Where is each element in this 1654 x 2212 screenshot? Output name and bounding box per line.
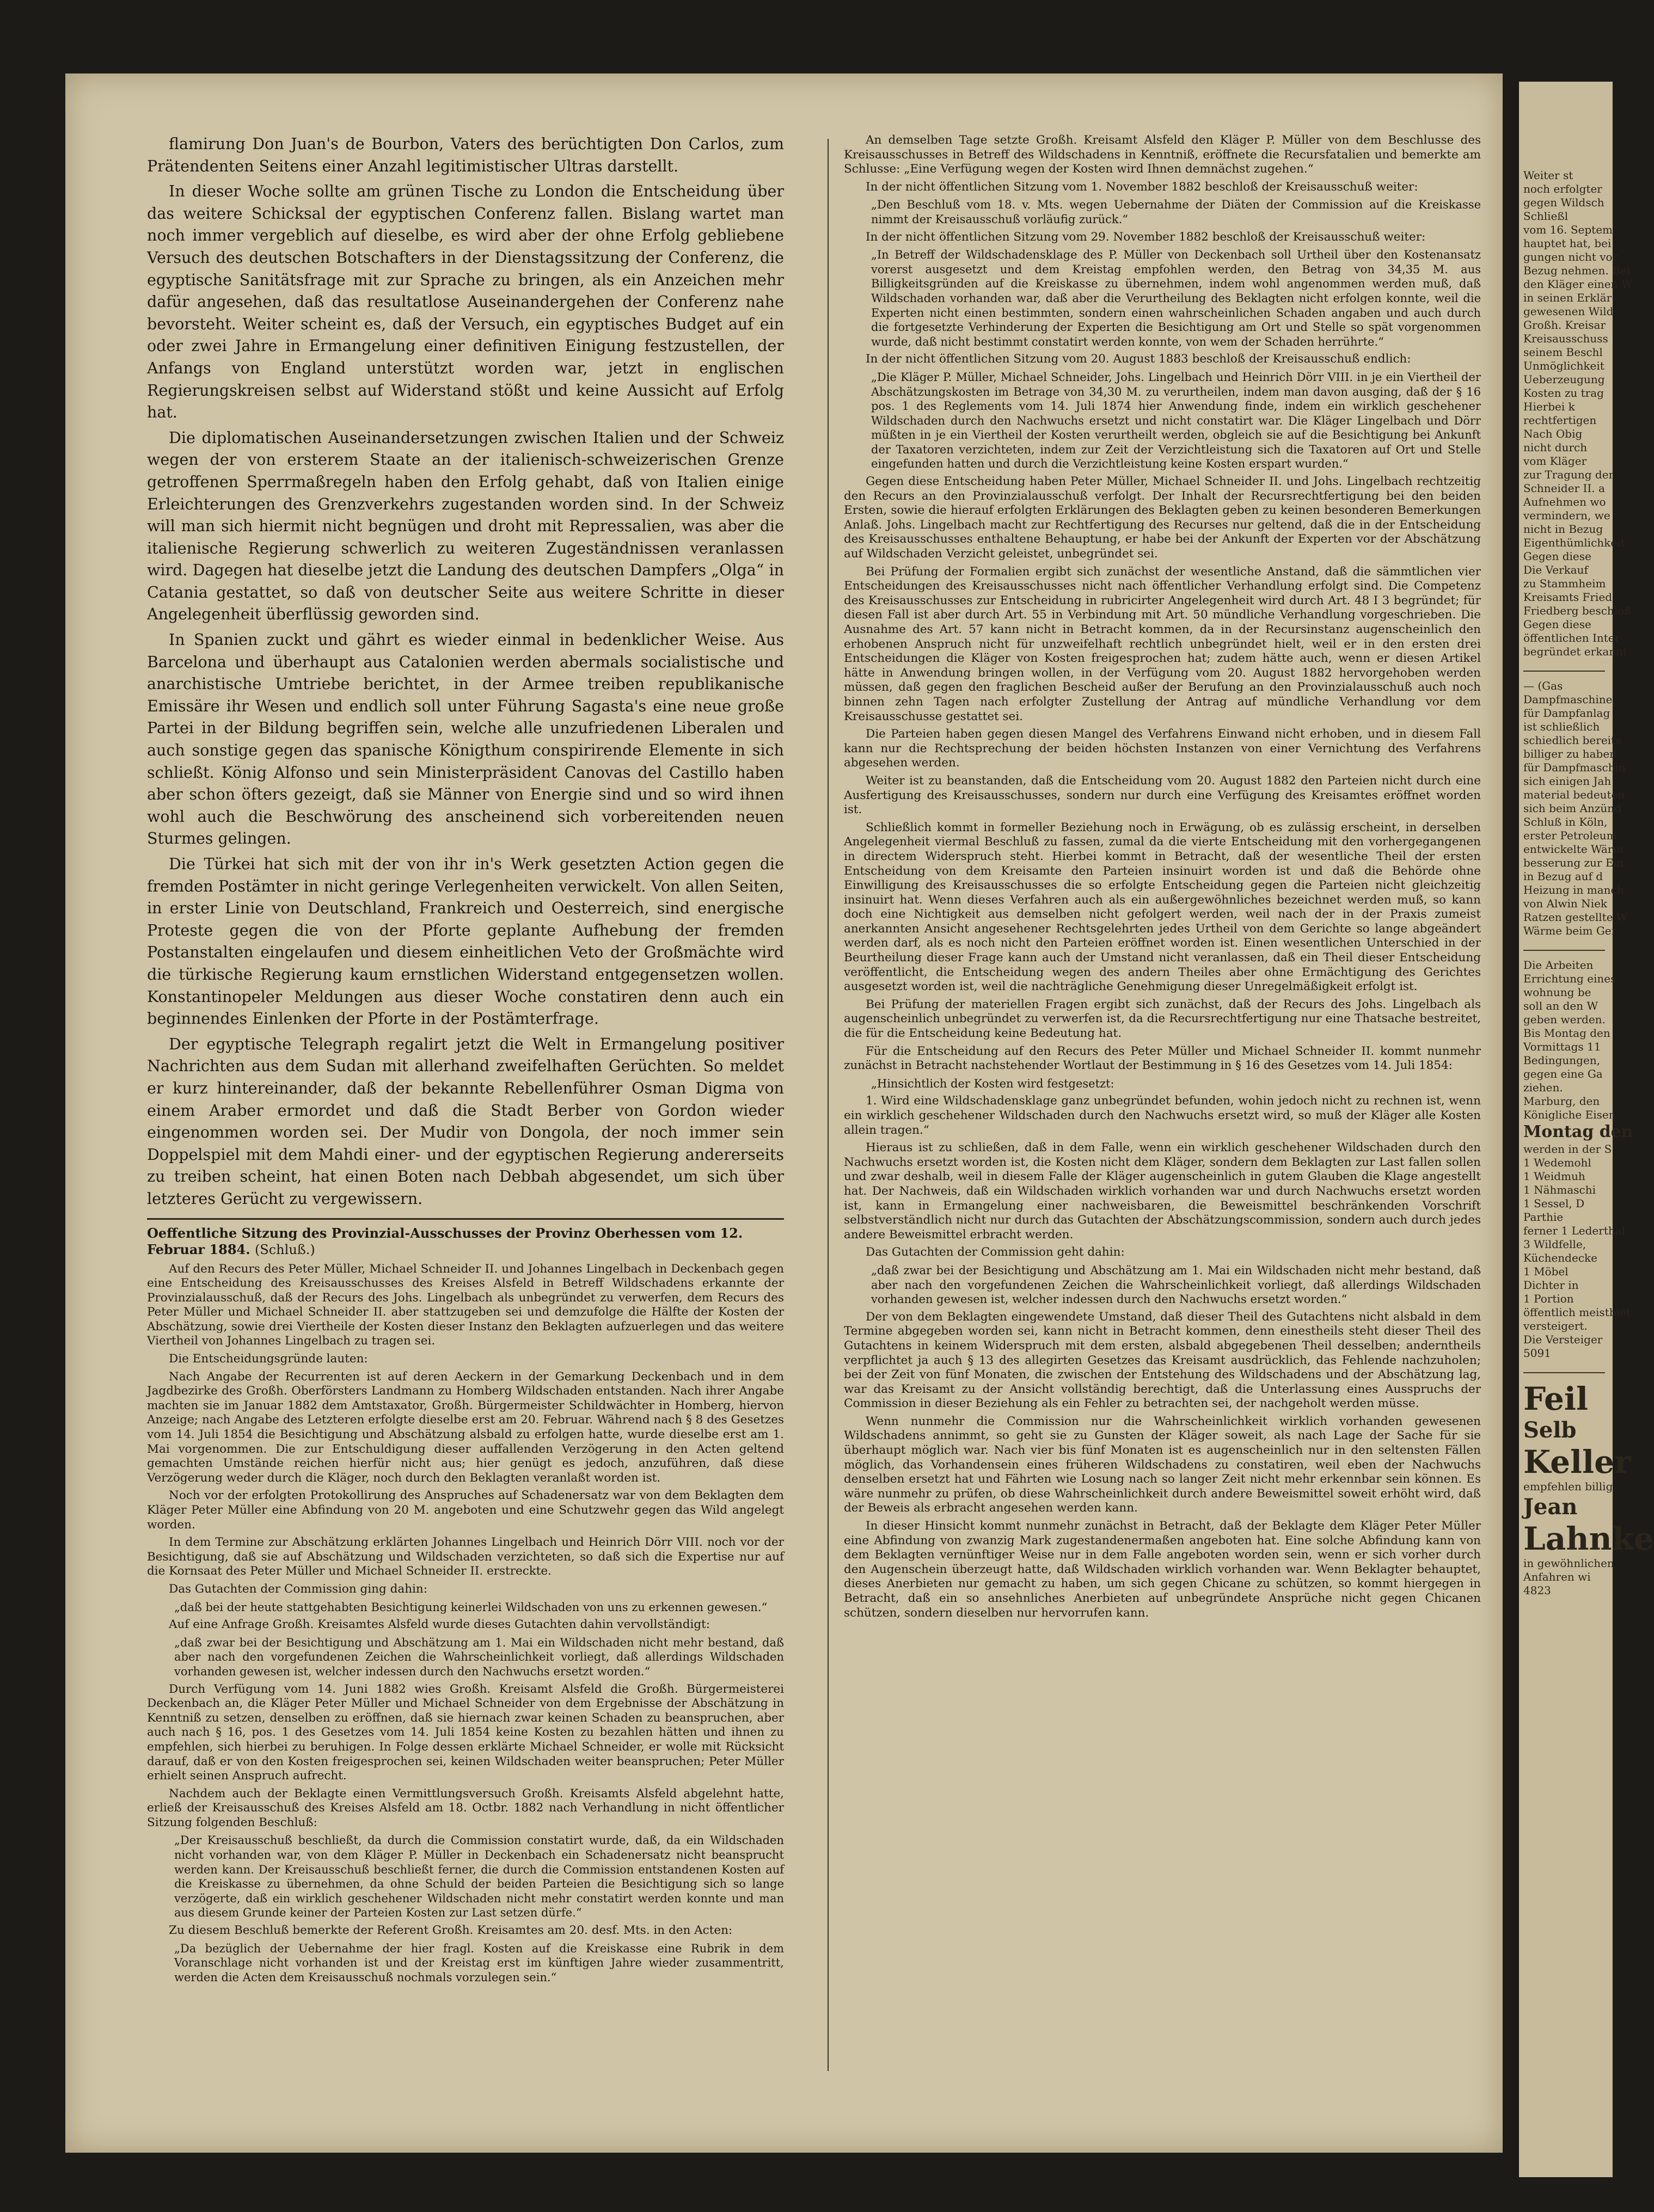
text-line: hauptet hat, bei [1523, 237, 1612, 250]
paragraph: Bei Prüfung der materiellen Fragen ergibt sich zunächst, daß der Recurs des Johs. Lingelbach als augenscheinlich unbegründet zu verwerfen ist, da die Recursrechtfertigung nur eine Thatsache bestreitet, die für die Entscheidung keine Bedeutung hat. [844, 997, 1481, 1041]
paragraph: Schließlich kommt in formeller Beziehung noch in Erwägung, ob es zulässig erscheint, in derselben Angelegenheit viermal Beschluß zu fassen, zumal da die vierte Entscheidung mit den vorhergegangenen in directem Widerspruch steht. Hierbei kommt in Betracht, daß der wesentliche Theil der ersten Entscheidung von dem Kreisamte den Parteien insinuirt worden ist und daß die Behörde ohne Einwilligung des Kreisausschusses die so erfolgte Entscheidung gegen die Parteien nicht gleichzeitig insinuirt hat. Wenn dieses Verfahren auch als ein außergewöhnliches bezeichnet werden muß, so kann doch eine Nichtigkeit aus demselben nicht gefolgert werden, weil nach der in der Praxis zumeist anerkannten Ansicht angesehener Rechtsgelehrten jedes Urtheil von dem Gerichte so lange abgeändert werden darf, als es noch nicht den Parteien eröffnet worden ist. Einen wesentlichen Unterschied in der Beurtheilung dieser Frage kann auch der Umstand nicht veranlassen, daß ein Theil dieser Entscheidung veröffentlicht, die Entscheidung wegen des andern Theiles aber ohne Ermächtigung des Gerichtes ausgesetzt worden ist, weil die nachträgliche Genehmigung dieser Unregelmäßigkeit erfolgt ist. [844, 820, 1481, 994]
text-line: Ratzen gestellte W [1523, 911, 1628, 924]
text-line: vom 16. Septem [1523, 223, 1613, 236]
minutes-continued [844, 133, 1481, 1620]
text-line: noch erfolgter [1523, 182, 1602, 195]
paragraph: Auf den Recurs des Peter Müller, Michael Schneider II. und Johannes Lingelbach in Deckenbach gegen eine Entscheidung des Kreisausschusses des Kreises Alsfeld in Betreff Wildschadens erkannte der Provinzialausschuß, daß der Recurs des Johs. Lingelbach als unbegründet zu verwerfen, dem Recurs des Peter Müller und Michael Schneider II. aber stattzugeben sei und demzufolge die Hälfte der Kosten der Abschätzung, sowie drei Viertheile der Kosten dieser Instanz den Beklagten aufzuerlegen und das weitere Viertheil von Johannes Lingelbach zu tragen sei. [147, 1262, 784, 1348]
neighbor-bottom-lines [1523, 1557, 1614, 1584]
paragraph: Für die Entscheidung auf den Recurs des Peter Müller und Michael Schneider II. kommt nunmehr zunächst in Betracht nachstehender Wortlaut der Bestimmung in § 16 des Gesetzes vom 14. Juli 1854: [844, 1044, 1481, 1073]
text-line: 1 Portion [1523, 1292, 1574, 1305]
text-line: zur Tragung der [1523, 468, 1614, 481]
paragraph: Die Entscheidungsgründe lauten: [169, 1352, 368, 1366]
ad-name: Jean [1523, 1494, 1578, 1520]
text-line: begründet erkannt [1523, 645, 1628, 658]
neighbor-page-edge [1519, 82, 1654, 2177]
text-line: 1 Möbel [1523, 1265, 1569, 1278]
text-line: Nach Obig [1523, 427, 1583, 440]
text-line: 1 Weidmuh [1523, 1170, 1585, 1183]
text-line: schiedlich bereits [1523, 734, 1621, 747]
paragraph: „Den Beschluß vom 18. v. Mts. wegen Uebernahme der Diäten der Commission auf die Kreiskasse nimmt der Kreisausschuß vorläufig zurück.“ [871, 198, 1481, 226]
text-line: — (Gas [1523, 679, 1563, 692]
text-line: 3 Wildfelle, [1523, 1238, 1586, 1251]
paragraph: In der nicht öffentlichen Sitzung vom 1. November 1882 beschloß der Kreisausschuß weiter: [866, 180, 1418, 194]
paragraph: Das Gutachten der Commission geht dahin: [866, 1245, 1125, 1259]
text-line: Hierbei k [1523, 400, 1575, 413]
paragraph: Die Türkei hat sich mit der von ihr in's Werk gesetzten Action gegen die fremden Postämter in nicht geringe Verlegenheiten verwickelt. Von allen Seiten, in erster Linie von Deutschland, Frankreich und Oesterreich, sind energische Proteste gegen die von der Pforte geplante Aufhebung der fremden Postanstalten eingelaufen und diesem einheitlichen Veto der Großmächte wird die türkische Regierung kaum ernstlichen Widerstand entgegensetzen wollen. Konstantinopeler Meldungen aus dieser Woche constatiren denn auch ein beginnendes Einlenken der Pforte in der Postämterfrage. [147, 855, 784, 1028]
text-line: Wärme beim Ger [1523, 924, 1617, 937]
paragraph: Gegen diese Entscheidung haben Peter Müller, Michael Schneider II. und Johs. Lingelbach rechtzeitig den Recurs an den Provinzialausschuß verfolgt. Der Inhalt der Recursrechtfertigung bei den beiden Ersten, sowie die hierauf erfolgten Erklärungen des Beklagten geben zu keinen besonderen Bemerkungen Anlaß. Johs. Lingelbach macht zur Rechtfertigung des Recurses nur geltend, daß die in der Entscheidung des Kreisausschusses enthaltene Behauptung, er habe bei der Ankunft der Experten vor der Abschätzung auf Wildschaden Verzicht geleistet, unbegründet sei. [844, 475, 1481, 561]
text-line: Heizung in manch [1523, 883, 1624, 896]
text-line: erster Petroleum [1523, 829, 1617, 842]
text-line: Gegen diese [1523, 618, 1591, 631]
text-line: Die Versteiger [1523, 1333, 1603, 1346]
paragraph: In dieser Hinsicht kommt nunmehr zunächst in Betracht, daß der Beklagte dem Kläger Peter Müller eine Abfindung von zwanzig Mark zugestandenermaßen angeboten hat. Eine solche Abfindung kann von dem Beklagten vernünftiger Weise nur in dem Falle angeboten worden sein, wenn er sich vorher durch den Augenschein überzeugt hatte, daß Wildschaden wirklich vorhanden war. Wenn Beklagter behauptet, dieses Anerbieten nur gemacht zu haben, um sich gegen Chicane zu schützen, so kommt hiergegen in Betracht, daß ein so ansehnliches Anerbieten auf unbegründete Ansprüche nicht gegen Chicanen schützen, sondern dieselben nur hervorrufen kann. [844, 1519, 1481, 1620]
divider-rule [1523, 950, 1605, 951]
paragraph: „Da bezüglich der Uebernahme der hier fragl. Kosten auf die Kreiskasse eine Rubrik in dem Voranschlage nicht vorhanden ist und der Kreistag erst im künftigen Jahre wieder zusammentritt, werden die Acten dem Kreisausschuß nochmals vorzulegen sein.“ [174, 1941, 784, 1984]
text-line: Die Verkauf [1523, 563, 1588, 576]
text-line: gegen eine Ga [1523, 1067, 1603, 1080]
paragraph: In Spanien zuckt und gährt es wieder einmal in bedenklicher Weise. Aus Barcelona und überhaupt aus Catalonien werden abermals socialistische und anarchistische Umtriebe berichtet, in der Armee treiben republikanische Emissäre ihr Wesen und endlich soll unter Führung Sagasta's eine neue große Partei in der Bildung begriffen sein, welche alle unzufriedenen Liberalen und auch sonstige gegen das spanische Königthum conspirirende Elemente in sich schließt. König Alfonso und sein Ministerpräsident Canovas del Castillo haben aber schon öfters gezeigt, daß sie Männer von Energie sind und so wird ihnen wohl auch die Beschwörung des anscheinend sich vorbereitenden neuen Sturmes gelingen. [147, 631, 784, 848]
paragraph: In dieser Woche sollte am grünen Tische zu London die Entscheidung über das weitere Schicksal der egyptischen Conferenz fallen. Bislang wartet man noch immer vergeblich auf dieselbe, es wird aber der ohne Erfolg gebliebene Versuch des deutschen Botschafters in der Dienstagssitzung der Conferenz, die egyptische Sanitätsfrage mit zur Sprache zu bringen, als ein Anzeichen mehr dafür angesehen, daß das resultatlose Auseinandergehen der Conferenz nahe bevorsteht. Weiter scheint es, daß der Versuch, ein egyptisches Budget auf ein oder zwei Jahre in Ermangelung einer definitiven Einigung festzustellen, der Anfangs von England unterstützt worden war, jetzt in englischen Regierungskreisen selbst auf Widerstand stößt und keine Aussicht auf Erfolg hat. [147, 182, 784, 422]
text-line: öffentlich meistbiet [1523, 1306, 1631, 1319]
text-line: ferner 1 Lederthal [1523, 1224, 1626, 1237]
neighbor-auction-lines [1523, 1142, 1631, 1347]
paragraph: „Hinsichtlich der Kosten wird festgesetzt: [871, 1077, 1114, 1090]
text-line: Kosten zu trag [1523, 386, 1604, 400]
paragraph: Weiter ist zu beanstanden, daß die Entscheidung vom 20. August 1882 den Parteien nicht durch eine Ausfertigung des Kreisausschusses, sondern nur durch eine Verfügung des Kreisamtes eröffnet worden ist. [844, 773, 1481, 817]
paragraph: Die Parteien haben gegen diesen Mangel des Verfahrens Einwand nicht erhoben, und in diesem Fall kann nur die Rechtsprechung der beiden höchsten Instanzen von einer Vernichtung des Verfahrens abgesehen werden. [844, 727, 1481, 770]
left-column [147, 133, 784, 2071]
text-line: Bedingungen, [1523, 1054, 1601, 1067]
column-divider [828, 139, 829, 2071]
text-line: ist schließlich [1523, 720, 1600, 733]
text-line: Parthie [1523, 1211, 1564, 1224]
text-line: nicht in Bezug [1523, 523, 1603, 536]
text-line: öffentlichen Inter [1523, 631, 1620, 644]
text-line: gungen nicht vor [1523, 250, 1618, 263]
paragraph: „Die Kläger P. Müller, Michael Schneider, Johs. Lingelbach und Heinrich Dörr VIII. in je ein Viertheil der Abschätzungskosten im Betrage von 34,30 M. zu verurtheilen, indem man davon ausging, daß der § 16 pos. 1 des Reglements vom 14. Juli 1874 hier Anwendung finde, indem ein wirklich geschehener Wildschaden durch den Nachwuchs ersetzt und nicht constatirt war. Die Kläger Lingelbach und Dörr müßten in je ein Viertheil der Kosten verurtheilt werden, obgleich sie auf die Besichtigung bei Ankunft der Taxatoren verzichteten, indem zur Zeit der Verzichtleistung sich die Taxatoren auf Ort und Stelle eingefunden hatten und durch die Verzichtleistung keine Kosten erspart wurden.“ [871, 370, 1481, 471]
text-line: Großh. Kreisar [1523, 318, 1606, 331]
paragraph: Durch Verfügung vom 14. Juni 1882 wies Großh. Kreisamt Alsfeld die Großh. Bürgermeisterei Deckenbach an, die Kläger Peter Müller und Michael Schneider von dem Ergebnisse der Abschätzung in Kenntniß zu setzen, denselben zu eröffnen, daß sie hiernach zwar keinen Schaden zu beanspruchen, aber auch nach § 16, pos. 1 des Gesetzes vom 14. Juli 1854 keine Kosten zu bezahlen hätten und ihnen zu empfehlen, sich hierbei zu beruhigen. In Folge dessen erklärte Michael Schneider, er wolle mit Rücksicht darauf, daß er von den Kosten freigesprochen sei, keinen Wildschaden weiter beanspruchen; Peter Müller erhielt seinen Anspruch aufrecht. [147, 1682, 784, 1783]
neighbor-column-lines [1523, 169, 1633, 659]
divider-rule [1523, 1372, 1605, 1373]
paragraph: Nach Angabe der Recurrenten ist auf deren Aeckern in der Gemarkung Deckenbach und in dem Jagdbezirke des Großh. Oberförsters Landmann zu Homberg Wildschaden entstanden. Nach ihrer Angabe machten sie im Januar 1882 dem Amtstaxator, Großh. Bürgermeister Schildwächter in Homberg, hiervon Anzeige; nach Angabe des Letzteren erfolgte dieselbe erst am 20. Februar. Während nach § 8 des Gesetzes vom 14. Juli 1854 die Besichtigung und Abschätzung alsbald zu erfolgen hatte, wurde dieselbe erst am 1. Mai vorgenommen. Die zur Entschuldigung dieser auffallenden Verzögerung in den Acten geltend gemachten Umstände reichen hierfür nicht aus; hier genügt es jedoch, anzuführen, daß diese Verzögerung weder durch die Kläger, noch durch den Beklagten veranlaßt worden ist. [147, 1369, 784, 1485]
text-line: den Kläger einen W [1523, 278, 1633, 291]
paragraph: In dem Termine zur Abschätzung erklärten Johannes Lingelbach und Heinrich Dörr VIII. noch vor der Besichtigung, daß sie auf Abschätzung und Wildschaden verzichteten, so daß sich die Expertise nur auf die Kornsaat des Peter Müller und Michael Schneider II. erstreckte. [147, 1535, 784, 1578]
text-line: 1 Nähmaschi [1523, 1183, 1596, 1196]
text-line: gegen Wildsch [1523, 196, 1604, 209]
paragraph: Die diplomatischen Auseinandersetzungen zwischen Italien und der Schweiz wegen der von ersterem Staate an der italienisch-schweizerischen Grenze getroffenen Sperrmaßregeln haben den Erfolg gehabt, daß von Italien einige Erleichterungen des Grenzverkehrs zugestanden worden sind. In der Schweiz will man sich hiermit nicht begnügen und droht mit Repressalien, was aber die italienische Regierung schwerlich zu weiteren Zugeständnissen veranlassen wird. Dagegen hat dieselbe jetzt die Landung des deutschen Dampfers „Olga“ in Catania gestattet, so daß von deutscher Seite aus weitere Schritte in dieser Angelegenheit überflüssig geworden sind. [147, 428, 784, 624]
text-line: Marburg, den [1523, 1095, 1600, 1108]
text-line: nicht durch [1523, 441, 1588, 454]
text-line: in seinen Erklär [1523, 291, 1612, 304]
text-line: billiger zu haben [1523, 747, 1617, 760]
text-line: Dampfmaschine, [1523, 693, 1616, 706]
text-line: sich beim Anzünd [1523, 802, 1621, 815]
paragraph: Wenn nunmehr die Commission nur die Wahrscheinlichkeit wirklich vorhanden gewesenen Wildschadens annimmt, so geht sie zu Gunsten der Kläger soweit, als nach Lage der Sache für sie überhaupt möglich war. Nach vier bis fünf Monaten ist es augenscheinlich nur in den seltensten Fällen möglich, das Vorhandensein eines früheren Wildschadens zu constatiren, weil eben der Nachwuchs denselben ersetzt hat und Fährten wie Losung nach so langer Zeit nicht mehr erkennbar sein können. Es wäre nunmehr zu prüfen, ob diese Wahrscheinlichkeit durch andere Beweismittel soweit erhöht wird, daß der Beweis als erbracht angesehen werden kann. [844, 1414, 1481, 1515]
section-title [147, 1218, 784, 1258]
auction-title: Montag den [1523, 1122, 1633, 1141]
text-line: entwickelte Wärm [1523, 843, 1624, 856]
text-line: Ueberzeugung [1523, 373, 1605, 386]
section-title-text: Oeffentliche Sitzung des Provinzial-Ausschusses der Provinz Oberhessen vom 12. Februar 1884. [147, 1225, 743, 1257]
paragraph: Auf eine Anfrage Großh. Kreisamtes Alsfeld wurde dieses Gutachten dahin vervollständigt: [169, 1618, 710, 1632]
text-line: für Dampfanlag [1523, 706, 1610, 720]
neighbor-notice-lines [1523, 958, 1616, 1122]
paragraph: Nachdem auch der Beklagte einen Vermittlungsversuch Großh. Kreisamts Alsfeld abgelehnt hatte, erließ der Kreisausschuß des Kreises Alsfeld am 18. Octbr. 1882 nach Verhandlung in nicht öffentlicher Sitzung folgenden Beschluß: [147, 1786, 784, 1829]
text-line: 1 Wedemohl [1523, 1156, 1591, 1169]
text-line: Schneider II. a [1523, 482, 1605, 495]
text-line: Küchendecke [1523, 1251, 1597, 1264]
text-line: Schluß in Köln, [1523, 815, 1608, 828]
ad-number: 4823 [1523, 1584, 1551, 1597]
text-line: Königliche Eisen [1523, 1108, 1616, 1121]
text-line: Dichter in [1523, 1279, 1579, 1292]
politics-section [147, 133, 784, 1211]
text-line: zu Stammheim [1523, 577, 1606, 590]
paragraph: Das Gutachten der Commission ging dahin: [169, 1582, 428, 1596]
text-line: Friedberg beschloß [1523, 604, 1632, 617]
text-line: Aufnehmen wo [1523, 495, 1606, 508]
text-line: Weiter st [1523, 169, 1573, 182]
text-line: Gegen diese [1523, 550, 1591, 563]
paragraph: „In Betreff der Wildschadensklage des P. Müller von Deckenbach soll Urtheil über den Kostenansatz vorerst ausgesetzt und dem Kreistag empfohlen werden, den Betrag von 34,35 M. aus Billigkeitsgründen auf die Kreiskasse zu übernehmen, indem wohl angenommen werden muß, daß Wildschaden vorhanden war, daß aber die Verurtheilung des Beklagten nicht erfolgen konnte, weil die Experten nicht einen bestimmten, sondern einen wahrscheinlichen Schaden angaben und auch durch die fortgesetzte Verhinderung der Experten die Besichtigung am Ort und Stelle so spät vorgenommen wurde, daß nicht bestimmt constatirt werden konnte, von wem der Schaden herrührte.“ [871, 248, 1481, 348]
text-line: Vormittags 11 [1523, 1040, 1601, 1053]
paragraph: In der nicht öffentlichen Sitzung vom 20. August 1883 beschloß der Kreisausschuß endlich: [866, 352, 1411, 366]
paragraph: flamirung Don Juan's de Bourbon, Vaters des berüchtigten Don Carlos, zum Prätendenten Seitens einer Anzahl legitimistischer Ultras darstellt. [147, 135, 784, 175]
text-line: Bezug nehmen. Bei [1523, 264, 1631, 277]
text-line: ziehen. [1523, 1081, 1563, 1094]
ad-headline: Feil [1523, 1380, 1588, 1417]
text-line: geben werden. [1523, 1013, 1606, 1026]
text-line: vom Kläger [1523, 454, 1587, 468]
text-line: für Dampfmaschin [1523, 761, 1626, 774]
text-line: von Alwin Niek [1523, 897, 1608, 910]
text-line: gewesenen Wild [1523, 305, 1614, 318]
right-column [844, 133, 1481, 2071]
text-line: besserung zur Ein [1523, 856, 1624, 869]
ad-line: empfehlen billig [1523, 1480, 1613, 1493]
text-line: soll an den W [1523, 999, 1598, 1012]
paragraph: Hieraus ist zu schließen, daß in dem Falle, wenn ein wirklich geschehener Wildschaden durch den Nachwuchs ersetzt worden ist, die Kosten nicht dem Kläger, sondern dem Beklagten zur Last fallen sollen und zwar deshalb, weil in diesem Falle der Kläger augenscheinlich in gutem Glauben die Klage angestellt hat. Der Nachweis, daß ein Wildschaden wirklich vorhanden war und durch Nachwuchs ersetzt worden ist, kann in Ermangelung einer nachweisbaren, die Beweismittel beschränkenden Vorschrift selbstverständlich nicht nur durch das Gutachten der Abschätzungscommission, sondern auch durch jedes andere Beweismittel erbracht werden. [844, 1141, 1481, 1242]
paragraph: Zu diesem Beschluß bemerkte der Referent Großh. Kreisamtes am 20. desf. Mts. in den Acten: [169, 1924, 733, 1938]
text-line: in Bezug auf d [1523, 870, 1603, 883]
paragraph: An demselben Tage setzte Großh. Kreisamt Alsfeld den Kläger P. Müller von dem Beschlusse des Kreisausschusses in Betreff des Wildschadens in Kenntniß, eröffnete die Recursfatalien und bemerkte am Schlusse: „Eine Verfügung wegen der Kosten wird Ihnen demnächst zugehen.“ [844, 133, 1481, 176]
neighbor-ad-lines [1523, 679, 1628, 938]
text-line: Die Arbeiten [1523, 958, 1594, 972]
section-subtitle: (Schluß.) [254, 1242, 315, 1257]
text-line: Bis Montag den [1523, 1027, 1610, 1040]
paragraph: In der nicht öffentlichen Sitzung vom 29. November 1882 beschloß der Kreisausschuß weiter: [866, 230, 1426, 244]
text-line: werden in der S [1523, 1142, 1612, 1156]
text-line: Eigenthümlichkeit [1523, 536, 1625, 549]
text-line: Kreisausschuss [1523, 332, 1608, 345]
paragraph: Bei Prüfung der Formalien ergibt sich zunächst der wesentliche Anstand, daß die sämmtlichen vier Entscheidungen des Kreisausschusses nicht nach öffentlicher Verhandlung erfolgt sind. Die Competenz des Kreisausschusses zur Entscheidung in rubricirter Angelegenheit wird durch Art. 48 I 3 begründet; für diesen Fall ist aber durch Art. 55 in Verbindung mit Art. 50 mündliche Verhandlung vorgeschrieben. Die Ausnahme des Art. 57 kann nicht in Betracht kommen, da in der Recursinstanz augenscheinlich den erhobenen Anspruch nicht für unzweifelhaft rechtlich unbegründet hielt, weil er in den ersten drei Entscheidungen die Kläger von Kosten freigesprochen hat; zudem hätte auch, wenn er diesen Artikel hätte in Anwendung bringen wollen, in der Verfügung vom 20. August 1882 hervorgehoben werden müssen, daß gegen den fraglichen Bescheid außer der Berufung an den Provinzialausschuß auch noch binnen zehn Tagen nach erfolgter Zustellung der Antrag auf mündliche Verhandlung vor dem Kreisausschusse gestattet sei. [844, 564, 1481, 723]
text-line: wohnung be [1523, 986, 1591, 999]
text-line: sich einigen Jah [1523, 775, 1612, 788]
paragraph: „Der Kreisausschuß beschließt, da durch die Commission constatirt wurde, daß, da ein Wildschaden nicht vorhanden war, von dem Kläger P. Müller in Deckenbach ein Schadenersatz nicht beansprucht werden kann. Der Kreisausschuß beschließt ferner, die durch die Commission entstandenen Kosten auf die Kreiskasse zu übernehmen, da ohne Schuld der beiden Parteien die Besichtigung sich so lange verzögerte, daß ein wirklich geschehener Wildschaden nicht mehr constatirt werden konnte und man aus diesem Grunde keiner der Parteien Kosten zur Last setzen dürfe.“ [174, 1834, 784, 1920]
text-line: Unmöglichkeit [1523, 359, 1604, 372]
text-line: versteigert. [1523, 1319, 1588, 1332]
ad-headline: Lahnke [1523, 1520, 1654, 1557]
paragraph: „daß zwar bei der Besichtigung und Abschätzung am 1. Mai ein Wildschaden nicht mehr bestand, daß aber nach den vorgefundenen Zeichen die Wahrscheinlichkeit vorliegt, daß allerdings Wildschaden vorhanden gewesen ist, welcher indessen durch den Nachwuchs ersetzt worden.“ [871, 1263, 1481, 1306]
text-line: Errichtung eines [1523, 972, 1616, 985]
text-line: Kreisamts Fried [1523, 591, 1613, 604]
text-line: rechtfertigen [1523, 414, 1597, 427]
ad-headline: Keller [1523, 1443, 1631, 1480]
text-line: Anfahren wi [1523, 1570, 1591, 1583]
ad-number: 5091 [1523, 1347, 1551, 1360]
paragraph: Der von dem Beklagten eingewendete Umstand, daß dieser Theil des Gutachtens nicht alsbald in dem Termine abgegeben worden sei, kann nicht in Betracht kommen, denn einestheils steht dieser Theil des Gutachtens in keinem Widerspruch mit dem ersten, alsbald abgegebenen Theil desselben; anderntheils verpflichtet ja auch § 13 des allegirten Gesetzes das Kreisamt ausdrücklich, das Fehlende nachzuholen; bei der Zeit von fünf Monaten, die zwischen der Entstehung des Wildschadens und der Abschätzung lag, war das Kreisamt zu der Ansicht vollständig berechtigt, daß die Unterlassung eines Ausspruchs der Commission in dieser Beziehung als ein Fehler zu betrachten sei, der nachgeholt werden müsse. [844, 1310, 1481, 1411]
ad-headline: Selb [1523, 1417, 1577, 1443]
paragraph: „daß zwar bei der Besichtigung und Abschätzung am 1. Mai ein Wildschaden nicht mehr bestand, daß aber nach den vorgefundenen Zeichen die Wahrscheinlichkeit vorliegt, daß allerdings Wildschaden vorhanden gewesen ist, welcher indessen durch den Nachwuchs ersetzt worden.“ [174, 1636, 784, 1678]
text-line: seinem Beschl [1523, 346, 1603, 359]
paragraph: 1. Wird eine Wildschadensklage ganz unbegründet befunden, wohin jedoch nicht zu rechnen ist, wenn ein wirklich geschehener Wildschaden durch den Nachwuchs ersetzt wird, so muß der Kläger alle Kosten allein tragen.“ [844, 1094, 1481, 1137]
paragraph: „daß bei der heute stattgehabten Besichtigung keinerlei Wildschaden von uns zu erkennen gewesen.“ [174, 1600, 768, 1614]
newspaper-page [65, 73, 1503, 2153]
paragraph: Noch vor der erfolgten Protokollirung des Anspruches auf Schadenersatz war von dem Beklagten dem Kläger Peter Müller eine Abfindung von 20 M. angeboten und eine Schutzwehr gegen das Wild angelegt worden. [147, 1489, 784, 1532]
text-line: material bedeuten [1523, 788, 1625, 801]
paragraph: Der egyptische Telegraph regalirt jetzt die Welt in Ermangelung positiver Nachrichten aus dem Sudan mit allerhand zweifelhaften Gerüchten. So meldet er kurz hintereinander, daß der bekannte Rebellenführer Osman Digma von einem Araber ermordet und daß die Stadt Berber von Gordon wieder eingenommen worden sei. Der Mudir von Dongola, der noch immer sein Doppelspiel mit dem Mahdi einer- und der egyptischen Regierung andererseits zu treiben scheint, hat einen Boten nach Debbah abgesendet, um sich über letzteres Gerücht zu vergewissern. [147, 1035, 784, 1208]
text-line: vermindern, we [1523, 509, 1610, 522]
text-line: Schließl [1523, 210, 1569, 223]
minutes-section [147, 1262, 784, 1985]
text-line: 1 Sessel, D [1523, 1197, 1585, 1210]
text-line: in gewöhnlichen [1523, 1557, 1614, 1570]
divider-rule [1523, 671, 1605, 672]
neighbor-page-text [1523, 169, 1654, 1597]
